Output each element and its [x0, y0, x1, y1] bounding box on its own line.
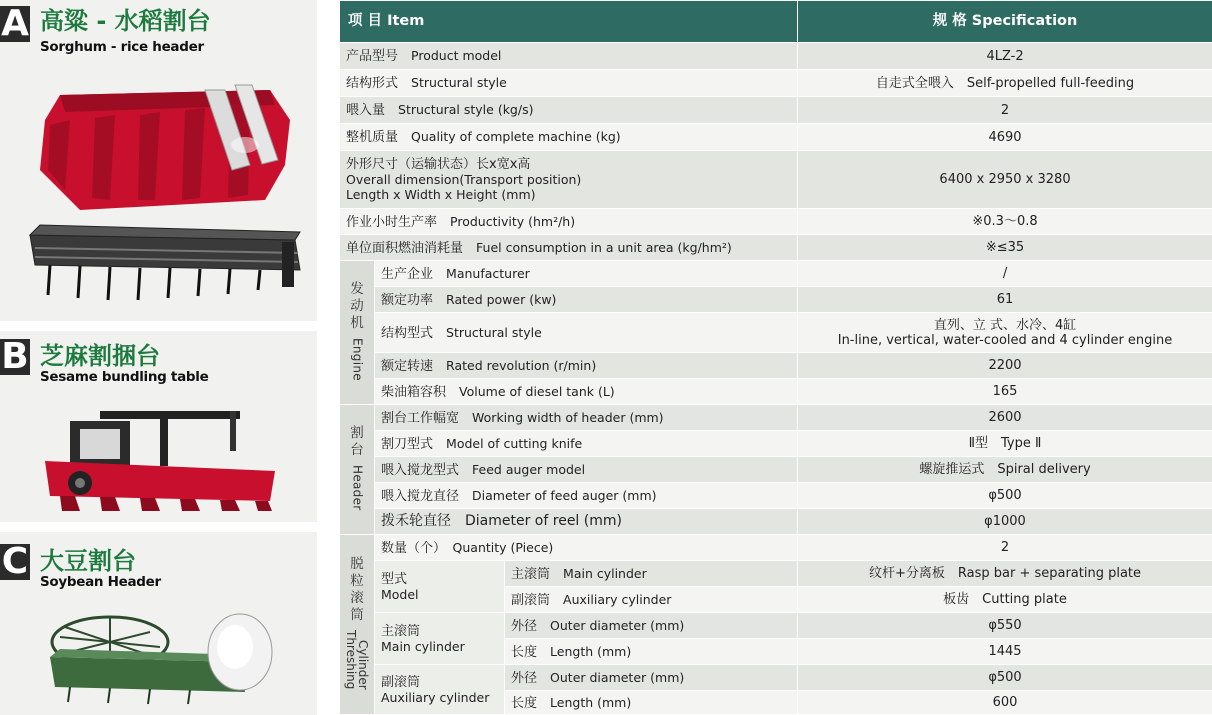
panel-title-en: Sorghum - rice header — [40, 39, 204, 55]
row-label: 外径 Outer diameter (mm) — [505, 665, 798, 691]
row-label: 结构形式 Structural style — [340, 70, 798, 97]
row-value: 直列、立 式、水冷、4缸 In-line, vertical, water-cooled and 4 cylinder engine — [798, 313, 1212, 353]
sorghum-header-illustration — [20, 60, 310, 318]
row-value: 自走式全喂入 Self-propelled full-feeding — [798, 70, 1212, 97]
table-row — [340, 235, 1212, 261]
subgroup-model: 型式 Model — [375, 561, 505, 613]
row-label: 作业小时生产率 Productivity (hm²/h) — [340, 209, 798, 235]
row-value: φ1000 — [798, 509, 1212, 535]
row-value: 2 — [798, 535, 1212, 561]
table-row — [340, 97, 1212, 124]
row-value: 纹杆+分离板 Rasp bar + separating plate — [798, 561, 1212, 587]
table-row — [340, 70, 1212, 97]
table-row — [340, 431, 1212, 457]
subgroup-aux-cylinder: 副滚筒 Auxiliary cylinder — [375, 665, 505, 715]
panel-letter: A — [1, 6, 29, 42]
row-label: 喂入量 Structural style (kg/s) — [340, 97, 798, 124]
row-label: 主滚筒 Main cylinder — [505, 561, 798, 587]
row-label: 副滚筒 Auxiliary cylinder — [505, 587, 798, 613]
panel-title-en: Soybean Header — [40, 574, 161, 590]
row-label: 长度 Length (mm) — [505, 639, 798, 665]
row-label: 长度 Length (mm) — [505, 691, 798, 715]
panel-soybean-header — [0, 532, 317, 715]
row-value: φ550 — [798, 613, 1212, 639]
row-label: 柴油箱容积 Volume of diesel tank (L) — [375, 379, 798, 405]
panel-sesame-bundling-table — [0, 331, 317, 522]
panel-title-zh: 高粱 - 水稻割台 — [40, 7, 211, 35]
row-value: φ500 — [798, 665, 1212, 691]
row-label: 喂入搅龙型式 Feed auger model — [375, 457, 798, 483]
table-row — [340, 43, 1212, 70]
row-label: 结构型式 Structural style — [375, 313, 798, 353]
table-row — [340, 261, 1212, 287]
row-value: / — [798, 261, 1212, 287]
table-row — [340, 379, 1212, 405]
row-value: 4LZ-2 — [798, 43, 1212, 70]
row-value: 2200 — [798, 353, 1212, 379]
row-label: 额定转速 Rated revolution (r/min) — [375, 353, 798, 379]
row-label: 整机质量 Quality of complete machine (kg) — [340, 124, 798, 151]
header-item: 项 目 Item — [340, 1, 798, 43]
row-value: ※≤35 — [798, 235, 1212, 261]
table-row — [340, 535, 1212, 561]
panel-title-zh: 芝麻割捆台 — [40, 342, 160, 370]
row-label: 割台工作幅宽 Working width of header (mm) — [375, 405, 798, 431]
row-value: 4690 — [798, 124, 1212, 151]
row-label: 外形尺寸（运输状态）长x宽x高 Overall dimension(Transport position) Length x Width x Height (mm) — [340, 151, 798, 209]
row-value: 1445 — [798, 639, 1212, 665]
group-header: 割台 Header — [340, 405, 375, 535]
row-value: 2 — [798, 97, 1212, 124]
table-row — [340, 613, 1212, 639]
subgroup-main-cylinder: 主滚筒 Main cylinder — [375, 613, 505, 665]
row-label: 单位面积燃油消耗量 Fuel consumption in a unit area (kg/hm²) — [340, 235, 798, 261]
row-value: Ⅱ型 Type Ⅱ — [798, 431, 1212, 457]
row-value: 螺旋推运式 Spiral delivery — [798, 457, 1212, 483]
row-label: 数量（个） Quantity (Piece) — [375, 535, 798, 561]
row-value: ※0.3～0.8 — [798, 209, 1212, 235]
table-row — [340, 209, 1212, 235]
row-value: φ500 — [798, 483, 1212, 509]
row-value: 61 — [798, 287, 1212, 313]
panel-title-zh: 大豆割台 — [40, 547, 136, 575]
soybean-header-illustration — [40, 597, 280, 712]
group-threshing-cylinder: 脱粒滚筒 ThreshingCylinder — [340, 535, 375, 715]
table-row — [340, 483, 1212, 509]
table-header-row — [340, 1, 1212, 43]
row-label: 外径 Outer diameter (mm) — [505, 613, 798, 639]
header-specification: 规 格 Specification — [798, 1, 1212, 43]
table-row — [340, 665, 1212, 691]
table-row — [340, 405, 1212, 431]
table-row — [340, 561, 1212, 587]
table-row — [340, 353, 1212, 379]
panel-letter: C — [1, 544, 29, 580]
row-label: 拨禾轮直径 Diameter of reel (mm) — [375, 509, 798, 535]
specification-table-wrapper — [339, 0, 1212, 715]
row-value: 6400 x 2950 x 3280 — [798, 151, 1212, 209]
specification-table — [339, 0, 1212, 715]
sesame-bundling-illustration — [40, 401, 280, 516]
panel-sorghum-rice-header — [0, 0, 317, 321]
row-label: 生产企业 Manufacturer — [375, 261, 798, 287]
product-panels — [0, 0, 317, 715]
table-row — [340, 287, 1212, 313]
group-engine: 发动机 Engine — [340, 261, 375, 405]
row-value: 板齿 Cutting plate — [798, 587, 1212, 613]
table-row — [340, 313, 1212, 353]
row-label: 产品型号 Product model — [340, 43, 798, 70]
panel-letter: B — [1, 339, 29, 375]
row-label: 割刀型式 Model of cutting knife — [375, 431, 798, 457]
panel-title-en: Sesame bundling table — [40, 369, 209, 385]
row-label: 喂入搅龙直径 Diameter of feed auger (mm) — [375, 483, 798, 509]
table-row — [340, 151, 1212, 209]
table-row — [340, 124, 1212, 151]
row-value: 2600 — [798, 405, 1212, 431]
row-value: 165 — [798, 379, 1212, 405]
table-row — [340, 457, 1212, 483]
row-value: 600 — [798, 691, 1212, 715]
row-label: 额定功率 Rated power (kw) — [375, 287, 798, 313]
table-row — [340, 509, 1212, 535]
